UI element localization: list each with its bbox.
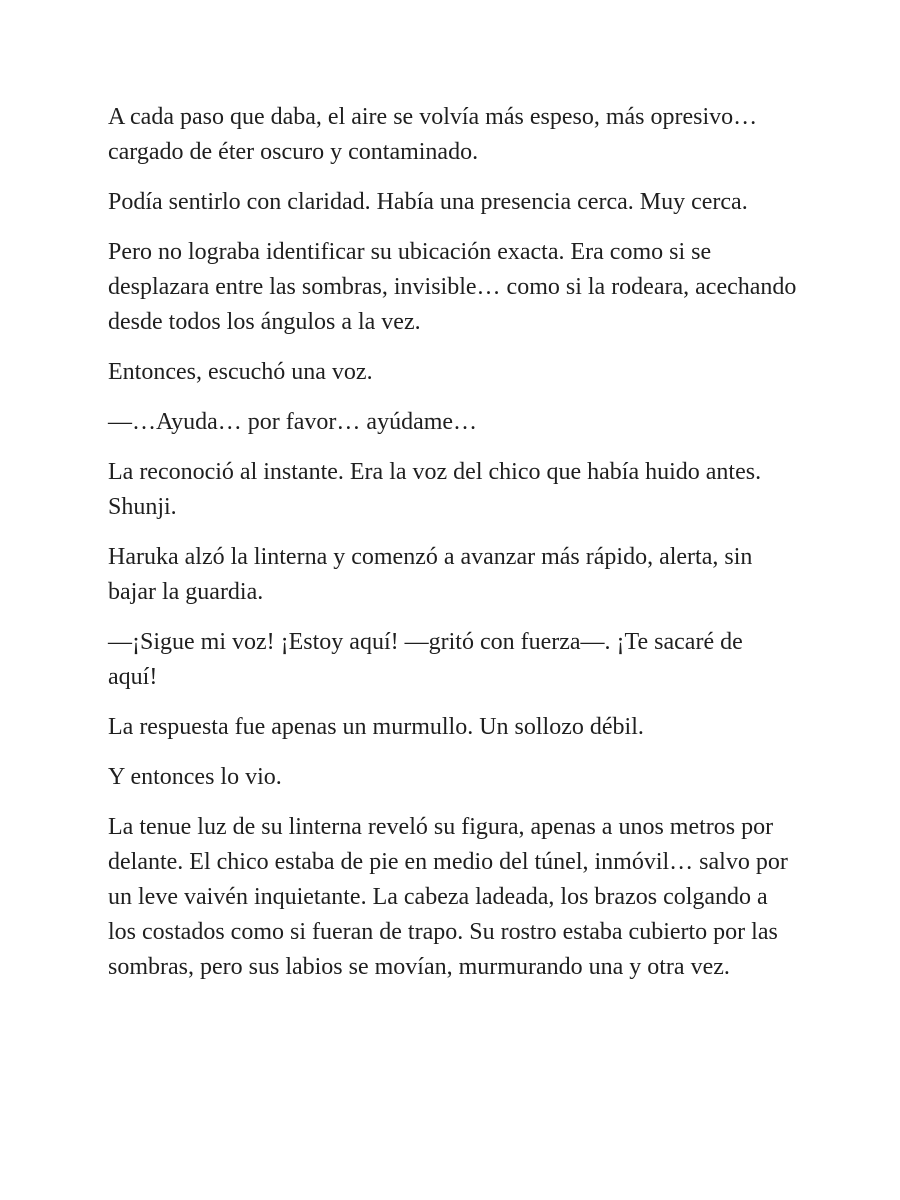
paragraph: —¡Sigue mi voz! ¡Estoy aquí! —gritó con fuerza—. ¡Te sacaré de aquí! [108, 629, 743, 690]
paragraph: Pero no lograba identificar su ubicación exacta. Era como si se desplazara entre las sombras, invisible… como si la rodeara, acechando desde todos los ángulos a la vez. [108, 239, 797, 335]
paragraph: Entonces, escuchó una voz. [108, 359, 373, 385]
paragraph: —…Ayuda… por favor… ayúdame… [108, 409, 478, 435]
paragraph: La tenue luz de su linterna reveló su figura, apenas a unos metros por delante. El chico estaba de pie en medio del túnel, inmóvil… salvo por un leve vaivén inquietante. La cabeza ladeada, los brazos colgando a los costados como si fueran de trapo. Su rostro estaba cubierto por las sombras, pero sus labios se movían, murmurando una y otra vez. [108, 814, 788, 980]
paragraph: La respuesta fue apenas un murmullo. Un sollozo débil. [108, 714, 644, 740]
document-page [108, 100, 798, 1000]
paragraph: La reconoció al instante. Era la voz del chico que había huido antes. Shunji. [108, 459, 762, 520]
paragraph: Haruka alzó la linterna y comenzó a avanzar más rápido, alerta, sin bajar la guardia. [108, 544, 753, 605]
paragraph: Podía sentirlo con claridad. Había una presencia cerca. Muy cerca. [108, 189, 748, 215]
paragraph: Y entonces lo vio. [108, 764, 282, 790]
paragraph: A cada paso que daba, el aire se volvía más espeso, más opresivo… cargado de éter oscuro y contaminado. [108, 104, 758, 165]
